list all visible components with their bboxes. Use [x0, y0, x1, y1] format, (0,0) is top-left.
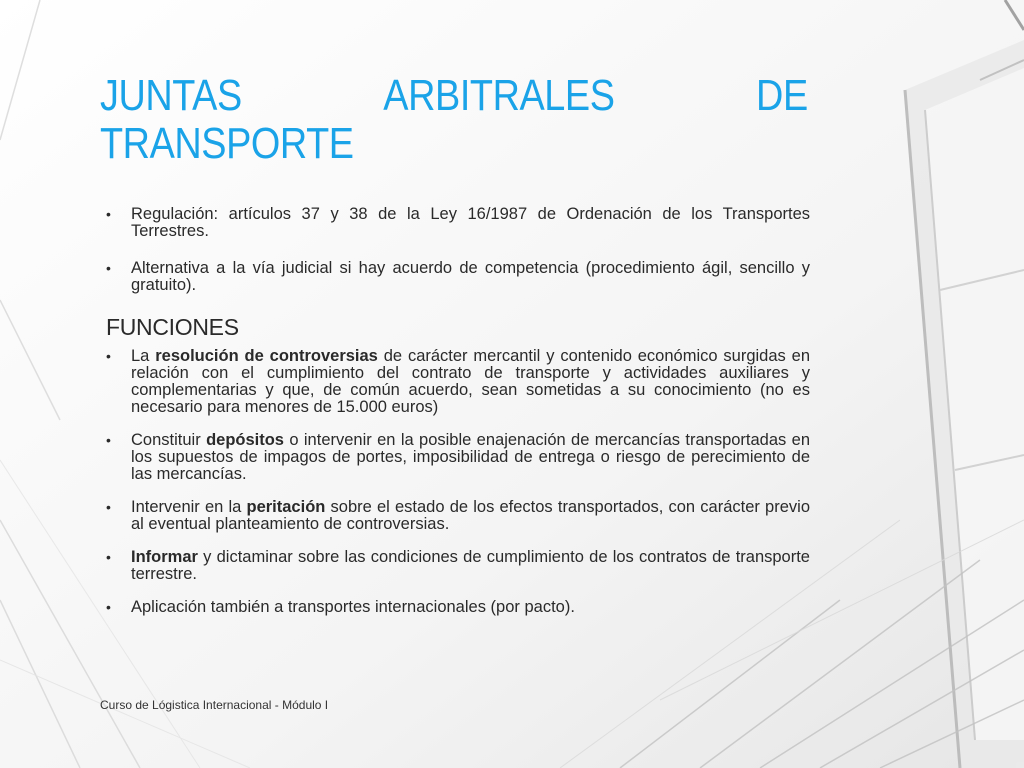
function-keyword: Informar: [131, 548, 198, 566]
function-item: [106, 499, 810, 533]
title-line-2: TRANSPORTE: [100, 119, 354, 168]
function-post: y dictaminar sobre las condiciones de cumplimiento de los contratos de transporte terrestre.: [131, 548, 810, 583]
function-item: [106, 549, 810, 583]
slide-title: [100, 71, 808, 168]
bullet-text: Regulación: artículos 37 y 38 de la Ley 16/1987 de Ordenación de los Transportes Terrestres.: [131, 205, 810, 240]
section-heading: FUNCIONES: [106, 314, 239, 340]
bullet-marker: •: [106, 206, 111, 222]
bullet-text: Alternativa a la vía judicial si hay acuerdo de competencia (procedimiento ágil, sencillo y gratuito).: [131, 259, 810, 294]
bullet-marker: •: [106, 348, 111, 364]
function-post: o intervenir en la posible enajenación de mercancías transportadas en los supuestos de impagos de portes, imposibilidad de entrega o riesgo de perecimiento de las mercancías.: [131, 431, 810, 483]
bullet-marker: •: [106, 499, 111, 515]
function-pre: La: [131, 347, 156, 365]
title-word-3: DE: [756, 71, 808, 120]
bullet-marker: •: [106, 549, 111, 565]
function-item: [106, 432, 810, 483]
bullet-item: [106, 206, 810, 240]
bullet-marker: •: [106, 260, 111, 276]
function-post: sobre el estado de los efectos transportados, con carácter previo al eventual planteamiento de controversias.: [131, 498, 810, 533]
function-item: [106, 348, 810, 416]
bullet-item: [106, 260, 810, 294]
function-keyword: peritación: [246, 498, 326, 516]
function-post: de carácter mercantil y contenido económico surgidas en relación con el cumplimiento del contrato de transporte y actividades auxiliares y complementarias y que, de común acuerdo, sean sometidas a su conocimiento (no es necesario para menores de 15.000 euros): [131, 347, 810, 416]
function-pre: Constituir: [131, 431, 207, 449]
slide-content: [106, 206, 810, 616]
title-word-2: ARBITRALES: [383, 71, 615, 120]
function-post: Aplicación también a transportes internacionales (por pacto).: [131, 598, 575, 616]
title-line-1: [100, 72, 808, 120]
function-pre: Intervenir en la: [131, 498, 247, 516]
bullet-marker: •: [106, 432, 111, 448]
slide-footer: Curso de Lógistica Internacional - Módulo I: [100, 698, 329, 712]
function-keyword: depósitos: [206, 431, 284, 449]
bullet-marker: •: [106, 599, 111, 615]
function-item: [106, 599, 810, 616]
title-word-1: JUNTAS: [100, 71, 242, 120]
function-keyword: resolución de controversias: [155, 347, 378, 365]
